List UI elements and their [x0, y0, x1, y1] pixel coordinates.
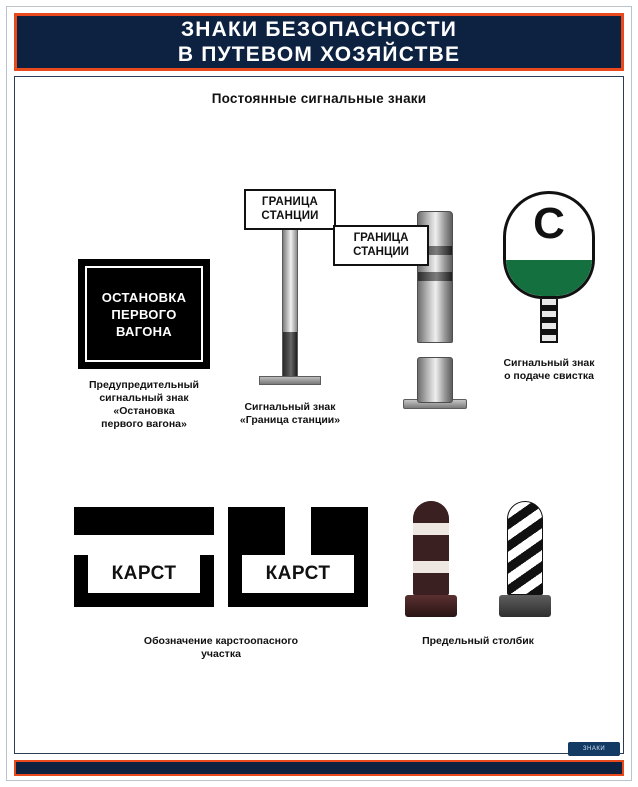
sign-post-lower-segment — [417, 357, 453, 403]
sign-stop-first-car — [78, 259, 210, 369]
sign-post — [282, 230, 298, 376]
limit-post-segment-2 — [413, 523, 449, 535]
caption-line-2: участка — [201, 648, 241, 660]
publisher-logo: ЗНАКИ — [568, 742, 620, 756]
karst-label-box — [88, 555, 200, 593]
sign-block-limit-post-2 — [465, 501, 585, 617]
caption-line-1: Сигнальный знак — [503, 357, 595, 369]
sign-text-line-1: ОСТАНОВКА — [101, 289, 187, 305]
caption-line-4: первого вагона» — [101, 418, 187, 430]
caption-line-1: Обозначение карстоопасного — [143, 635, 299, 647]
plate-text-line-2: СТАНЦИИ — [261, 210, 319, 222]
caption-line-1: Предельный столбик — [422, 635, 534, 647]
sign-whistle-head — [503, 191, 595, 299]
whistle-stripe-3 — [542, 329, 556, 335]
caption-line-1: Сигнальный знак — [244, 401, 336, 413]
karst-label-text: КАРСТ — [265, 563, 331, 584]
limit-post-body — [413, 501, 449, 595]
caption-line-2: сигнальный знак — [99, 392, 189, 404]
header-title-line-2: В ПУТЕВОМ ХОЗЯЙСТВЕ — [177, 43, 461, 66]
limit-post-body — [507, 501, 543, 595]
post-band-2 — [418, 272, 452, 281]
caption-line-2: «Граница станции» — [239, 414, 341, 426]
whistle-stripe-1 — [542, 305, 556, 311]
poster-footer-band — [14, 760, 624, 776]
signs-row-1 — [15, 125, 623, 475]
header-title-line-1: ЗНАКИ БЕЗОПАСНОСТИ — [180, 18, 458, 41]
sign-karst-1 — [74, 507, 214, 607]
karst-label-box — [242, 555, 354, 593]
sign-block-whistle — [483, 191, 615, 383]
caption-stop-first-car — [59, 379, 229, 431]
caption-line-3: «Остановка — [113, 405, 175, 417]
sign-block-station-boundary-flat — [231, 189, 349, 427]
sign-block-stop-first-car — [59, 259, 229, 431]
plate-text-line-2: СТАНЦИИ — [353, 246, 409, 258]
section-title: Постоянные сигнальные знаки — [211, 91, 427, 106]
limit-post-base — [405, 595, 457, 617]
whistle-letter: С — [533, 199, 565, 248]
poster-header — [14, 13, 624, 71]
limit-post-base — [499, 595, 551, 617]
karst-vertical-bar — [285, 507, 311, 559]
limit-post-dark — [405, 501, 457, 617]
sign-text-line-2: ПЕРВОГО — [111, 306, 177, 322]
sign-block-karst-2 — [203, 507, 393, 607]
limit-post-segment-3 — [413, 535, 449, 561]
sign-plate-station-boundary-2 — [333, 225, 429, 266]
plate-text-line-1: ГРАНИЦА — [353, 232, 409, 244]
whistle-post — [540, 299, 558, 343]
whistle-stripe-2 — [542, 317, 556, 323]
sign-inner-border — [85, 266, 203, 362]
caption-line-2: о подаче свистка — [504, 370, 594, 382]
limit-post-segment-4 — [413, 561, 449, 573]
sign-karst-2 — [228, 507, 368, 607]
plate-text-line-1: ГРАНИЦА — [261, 196, 319, 208]
caption-station-boundary-flat — [231, 401, 349, 427]
limit-post-segment-5 — [413, 573, 449, 595]
caption-whistle — [483, 357, 615, 383]
caption-karst — [49, 635, 393, 661]
signs-row-2 — [15, 507, 623, 727]
caption-limit-post — [371, 635, 585, 648]
sign-text-line-3: ВАГОНА — [115, 323, 172, 339]
post-base — [259, 376, 321, 385]
poster-body — [14, 76, 624, 754]
caption-line-1: Предупредительный — [88, 379, 200, 391]
whistle-green-band — [504, 260, 594, 298]
karst-label-text: КАРСТ — [111, 563, 177, 584]
limit-post-segment-1 — [413, 501, 449, 523]
post-dark-section — [283, 332, 297, 376]
limit-post-striped — [499, 501, 551, 617]
sign-plate-station-boundary — [244, 189, 336, 230]
karst-white-bar — [74, 535, 214, 555]
